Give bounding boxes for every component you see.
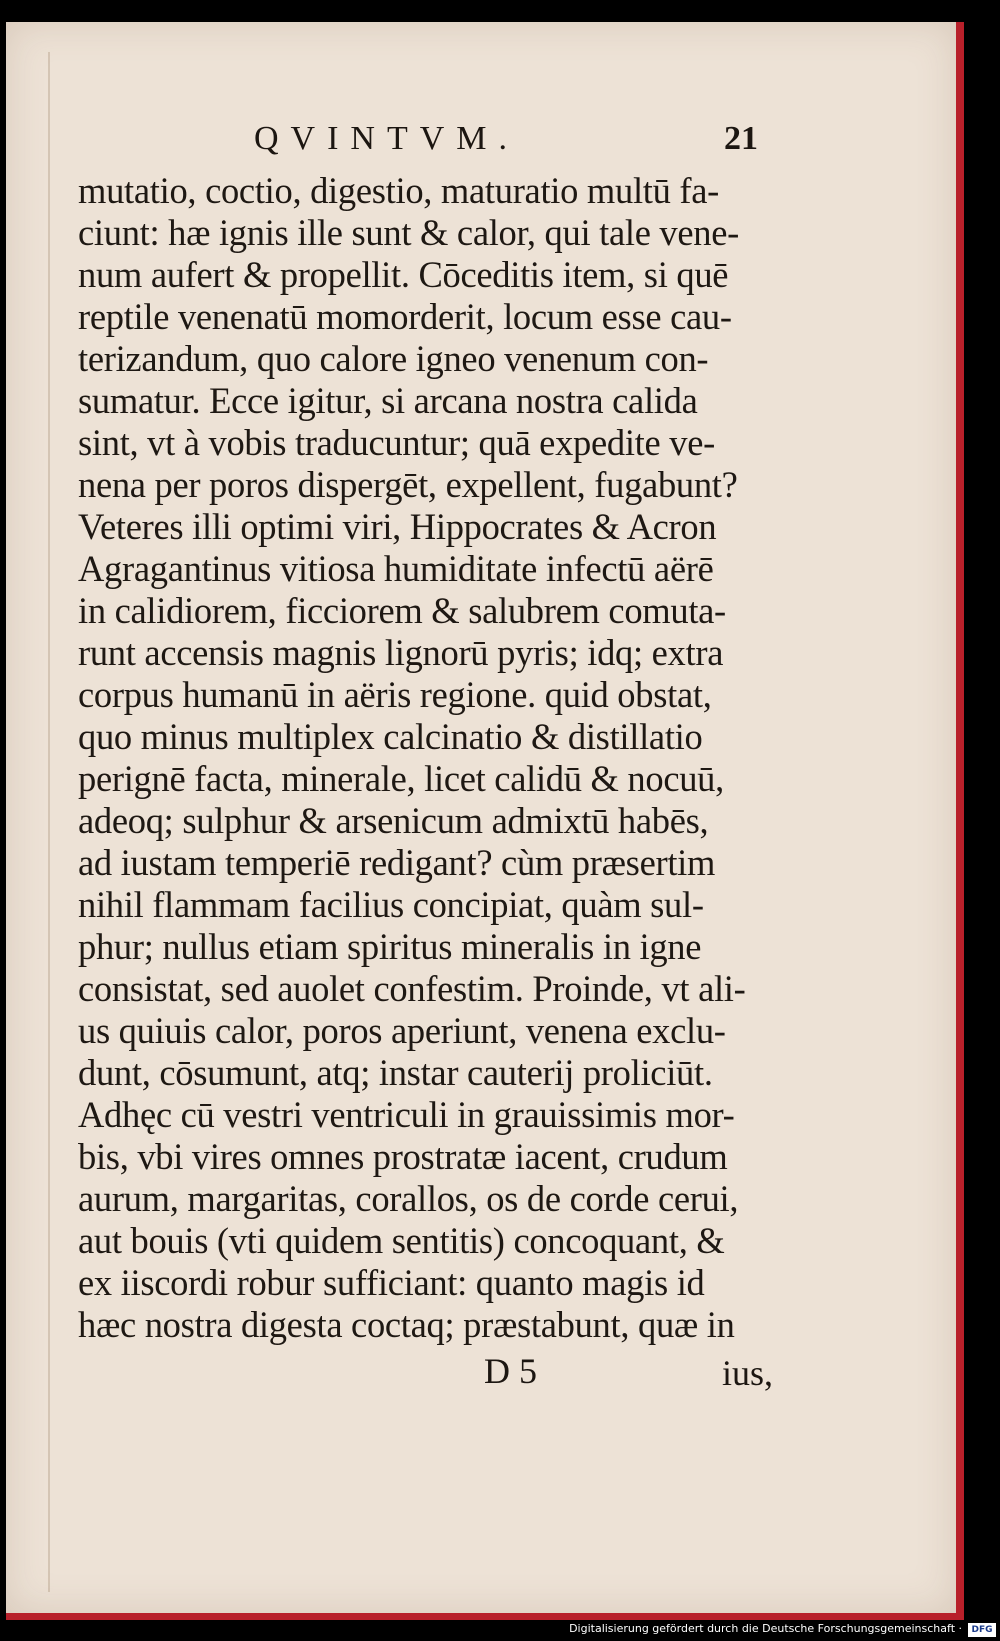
text-line: us quiuis calor, poros aperiunt, venena exclu- [78,1010,726,1051]
catchword: ius, [722,1353,774,1393]
text-line: quo minus multiplex calcinatio & distillatio [78,716,703,757]
running-head: QVINTVM. [254,120,520,157]
text-line: Adhęc cū vestri ventriculi in grauissimis mor- [78,1094,735,1135]
text-line: reptile venenatū momorderit, locum esse cau- [78,296,732,337]
text-line: phur; nullus etiam spiritus mineralis in igne [78,926,702,967]
page-fold-shadow [48,52,50,1592]
text-line: mutatio, coctio, digestio, maturatio multū fa- [78,170,720,211]
text-line: nena per poros dispergēt, expellent, fugabunt? [78,464,738,505]
text-line: bis, vbi vires omnes prostratæ iacent, crudum [78,1136,728,1177]
text-line: corpus humanū in aëris regione. quid obstat, [78,674,712,715]
text-line: ad iustam temperiē redigant? cùm præsertim [78,842,716,883]
text-line: consistat, sed auolet confestim. Proinde, vt ali- [78,968,746,1009]
text-line: nihil flammam facilius concipiat, quàm sul- [78,884,704,925]
dfg-logo: DFG [968,1623,996,1637]
text-line: Veteres illi optimi viri, Hippocrates & Acron [78,506,717,547]
text-line: hæc nostra digesta coctaq; præstabunt, quæ in [78,1304,735,1345]
text-line: Agragantinus vitiosa humiditate infectū aërē [78,548,714,589]
text-line: terizandum, quo calore igneo venenum con- [78,338,709,379]
page-number: 21 [724,120,758,157]
text-line: aurum, margaritas, corallos, os de corde cerui, [78,1178,739,1219]
text-line: adeoq; sulphur & arsenicum admixtū habēs, [78,800,709,841]
digitization-credit: Digitalisierung gefördert durch die Deutsche Forschungsgemeinschaft · [569,1622,962,1635]
body-text [78,170,790,1346]
signature-mark: D 5 [484,1351,537,1391]
text-line: dunt, cōsumunt, atq; instar cauterij proliciūt. [78,1052,713,1093]
text-line: aut bouis (vti quidem sentitis) concoquant, & [78,1220,725,1261]
book-page [6,22,964,1620]
text-line: sint, vt à vobis traducuntur; quā expedite ve- [78,422,715,463]
text-line: perignē facta, minerale, licet calidū & nocuū, [78,758,724,799]
text-line: ex iiscordi robur sufficiant: quanto magis id [78,1262,705,1303]
text-line: in calidiorem, ficciorem & salubrem comuta- [78,590,726,631]
text-line: runt accensis magnis lignorū pyris; idq; extra [78,632,724,673]
text-line: sumatur. Ecce igitur, si arcana nostra calida [78,380,698,421]
text-line: ciunt: hæ ignis ille sunt & calor, qui tale vene- [78,212,739,253]
text-line: num aufert & propellit. Cōceditis item, si quē [78,254,729,295]
